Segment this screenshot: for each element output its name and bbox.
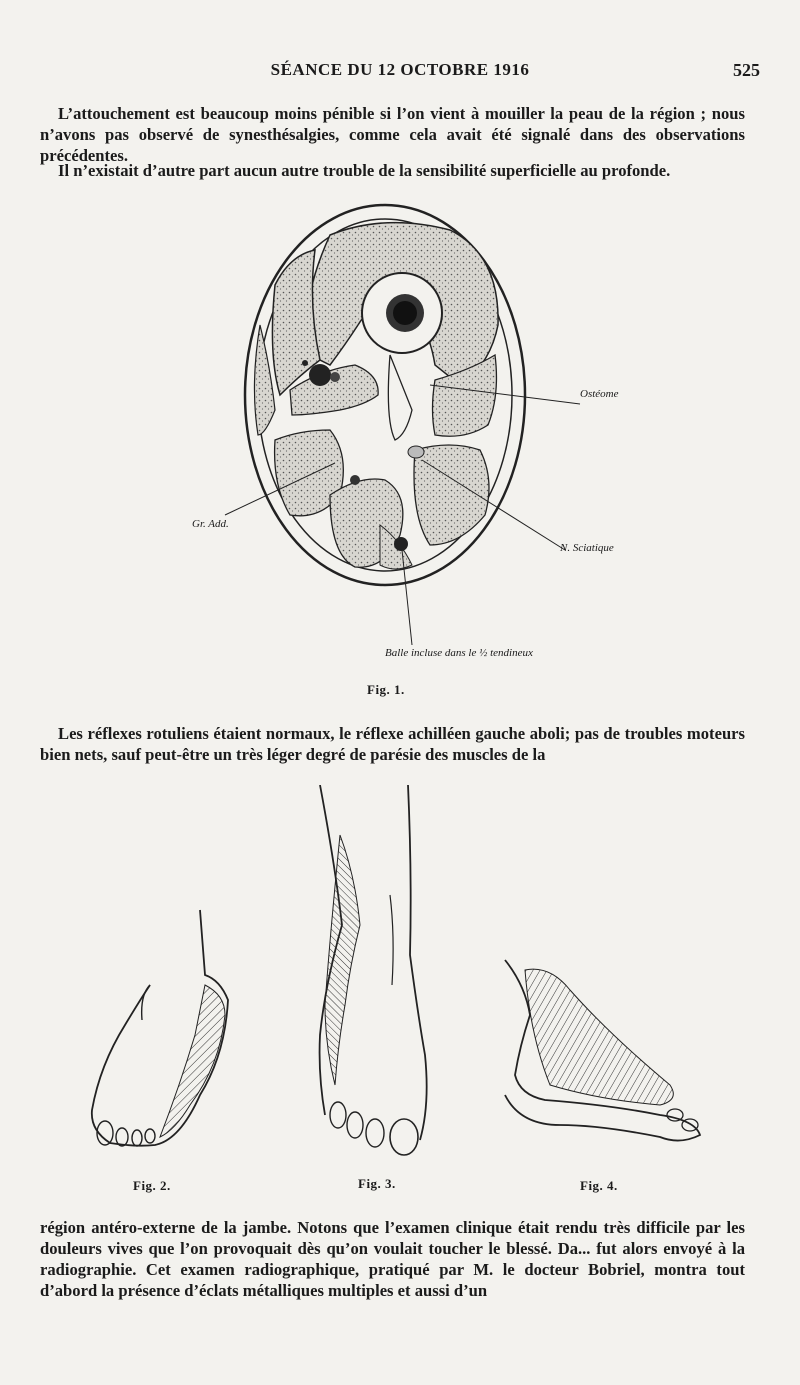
paragraph-1 — [40, 103, 745, 166]
paragraph-3 — [40, 723, 745, 765]
page-number: 525 — [733, 60, 760, 80]
paragraph-2 — [40, 160, 745, 181]
paragraph-3-text: Les réflexes rotuliens étaient normaux, le réflexe achilléen gauche aboli; pas de troubles moteurs bien nets, sauf peut-être un très léger degré de parésie des muscles de la — [40, 724, 745, 764]
label-balle: Balle incluse dans le ½ tendineux — [385, 647, 533, 659]
foot-side-drawing — [500, 955, 710, 1155]
running-head — [40, 60, 760, 86]
label-gr-add: Gr. Add. — [192, 518, 229, 530]
paragraph-4-text: région antéro-externe de la jambe. Notons que l’examen clinique était rendu très difficile par les douleurs vives que l’on provoquait dès qu’on voulait toucher le blessé. Da... fut alors envoyé à la radiographie. Cet examen radiographique, pratiqué par M. le docteur Bobriel, montra tout d’abord la présence d’éclats métalliques multiples et aussi d’un — [40, 1218, 745, 1300]
figure-1 — [180, 195, 660, 705]
figure-2 — [80, 905, 250, 1195]
paragraph-4 — [40, 1217, 745, 1301]
label-n-sciatique: N. Sciatique — [560, 542, 614, 554]
label-osteome: Ostéome — [580, 388, 619, 400]
figure-1-caption: Fig. 1. — [367, 682, 405, 697]
paragraph-1-text: L’attouchement est beaucoup moins pénible si l’on vient à mouiller la peau de la région ; nous n’avons pas observé de synesthésalgies, comme cela avait été signalé dans des observations précédentes. — [40, 104, 745, 165]
running-title: SÉANCE DU 12 OCTOBRE 1916 — [270, 60, 530, 79]
figure-2-caption: Fig. 2. — [133, 1178, 171, 1193]
figure-4 — [500, 955, 710, 1195]
paragraph-2-text: Il n’existait d’autre part aucun autre trouble de la sensibilité superficielle au profonde. — [58, 161, 671, 180]
thigh-cross-section-drawing — [180, 195, 660, 705]
figure-3-caption: Fig. 3. — [358, 1176, 396, 1191]
leg-front-drawing — [300, 785, 460, 1165]
foot-sole-drawing — [80, 905, 250, 1155]
figure-3 — [300, 785, 460, 1195]
figure-4-caption: Fig. 4. — [580, 1178, 618, 1193]
